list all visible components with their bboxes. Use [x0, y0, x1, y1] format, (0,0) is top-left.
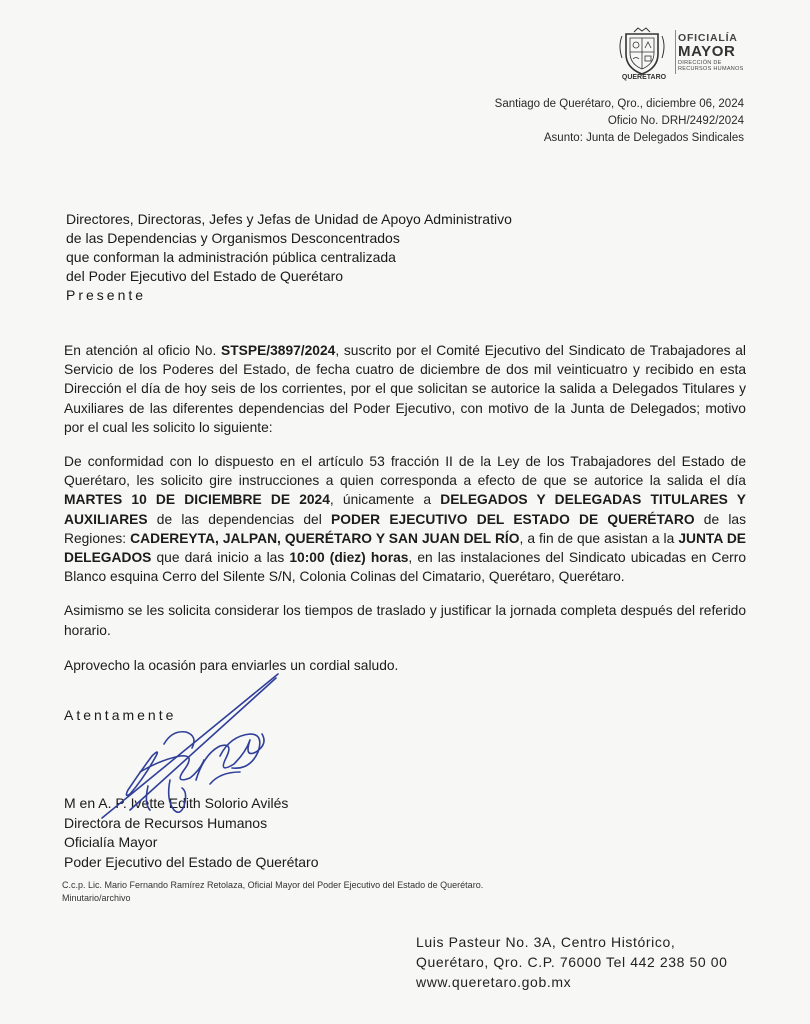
signature [100, 660, 330, 820]
p2-text-k: que dará inicio a las [151, 550, 290, 566]
delegates: DELEGADOS Y DELEGADAS TITULARES Y AUXILIARES [64, 492, 746, 527]
signatory-name: M en A. P. Ivette Edith Solorio Avilés [64, 795, 289, 811]
header-info [495, 96, 744, 147]
letterhead-text [678, 32, 744, 72]
junta-delegados: JUNTA DE DELEGADOS [64, 530, 746, 566]
oficio-reference: STSPE/3897/2024 [221, 343, 336, 358]
addressee-line4: del Poder Ejecutivo del Estado de Querétaro [66, 268, 344, 284]
letterhead-line2: MAYOR [678, 43, 736, 60]
p2-text-i: , a fin de que asistan a la [519, 530, 679, 546]
p1-text-a: En atención al oficio No. [64, 343, 222, 358]
start-time: 10:00 (diez) horas [289, 550, 409, 566]
ccp-line1: C.c.p. Lic. Mario Fernando Ramírez Retolaza, Oficial Mayor del Poder Ejecutivo del Estado de Querétaro. [62, 880, 484, 890]
footer-line1: Luis Pasteur No. 3A, Centro Histórico, [416, 934, 676, 950]
addressee-line2: de las Dependencias y Organismos Desconcentrados [66, 230, 400, 246]
letter-body [64, 341, 746, 675]
letterhead-line1: OFICIALÍA [678, 32, 738, 44]
footer-website[interactable]: www.queretaro.gob.mx [416, 974, 572, 990]
p2-text-m: , en las instalaciones del Sindicato ubicadas en Cerro Blanco esquina Cerro del Silente S/N, Colonia Colinas del Cimatario, Querétaro, Querétaro. [64, 550, 746, 585]
closing: Atentamente [64, 707, 177, 723]
letterhead-divider [675, 30, 676, 74]
addressee-line3: que conforman la administración pública centralizada [66, 249, 396, 265]
ccp-line2: Minutario/archivo [62, 893, 131, 903]
addressee-block [66, 210, 586, 305]
p2-text-c: , únicamente a [329, 492, 441, 508]
paragraph-2 [64, 452, 746, 586]
ccp-block [62, 879, 483, 905]
addressee-line1: Directores, Directoras, Jefes y Jefas de Unidad de Apoyo Administrativo [66, 211, 512, 227]
letterhead-line3a: DIRECCIÓN DE [678, 60, 722, 66]
state-seal-icon [616, 26, 668, 78]
p2-text-e: de las dependencias del [147, 511, 332, 527]
presente: Presente [66, 287, 147, 303]
oficio-number: Oficio No. DRH/2492/2024 [607, 115, 744, 127]
signatory-title: Directora de Recursos Humanos [64, 814, 268, 831]
signatory-office: Oficialía Mayor [64, 834, 158, 850]
p2-text-a: De conformidad con lo dispuesto en el artículo 53 fracción II de la Ley de los Trabajadores del Estado de Querétaro, les solicito gire instrucciones a quien corresponda a efecto de que se autorice la salida el día [64, 454, 746, 489]
seal-caption: QUERÉTARO [621, 74, 667, 81]
p1-text-c: , suscrito por el Comité Ejecutivo del Sindicato de Trabajadores al Servicio de los Poderes del Estado, de fecha cuatro de diciembre de dos mil veinticuatro y recibido en esta Dirección el día de hoy seis de los corrientes, por el que solicitan se autorice la salida a Delegados Titulares y Auxiliares de las diferentes dependencias del Poder Ejecutivo, con motivo de la Junta de Delegados; motivo por el cual les solicito lo siguiente: [64, 343, 746, 435]
paragraph-3: Asimismo se les solicita considerar los tiempos de traslado y justificar la jornada completa después del referido horario. [64, 603, 746, 638]
event-date: MARTES 10 DE DICIEMBRE DE 2024 [64, 492, 330, 508]
paragraph-1 [64, 341, 746, 437]
poder-ejecutivo: PODER EJECUTIVO DEL ESTADO DE QUERÉTARO [331, 511, 695, 527]
p2-text-g: de las Regiones: [64, 511, 746, 546]
footer-line2: Querétaro, Qro. C.P. 76000 Tel 442 238 50 00 [416, 954, 728, 970]
regions: CADEREYTA, JALPAN, QUERÉTARO Y SAN JUAN DEL RÍO [130, 530, 520, 546]
paragraph-4: Aprovecho la ocasión para enviarles un cordial saludo. [64, 657, 399, 673]
signatory-entity: Poder Ejecutivo del Estado de Querétaro [64, 853, 319, 870]
footer-address [416, 932, 728, 992]
letterhead [616, 24, 756, 80]
place-date: Santiago de Querétaro, Qro., diciembre 06, 2024 [494, 98, 744, 110]
asunto: Asunto: Junta de Delegados Sindicales [543, 132, 744, 144]
letterhead-line3b: RECURSOS HUMANOS [678, 66, 744, 72]
